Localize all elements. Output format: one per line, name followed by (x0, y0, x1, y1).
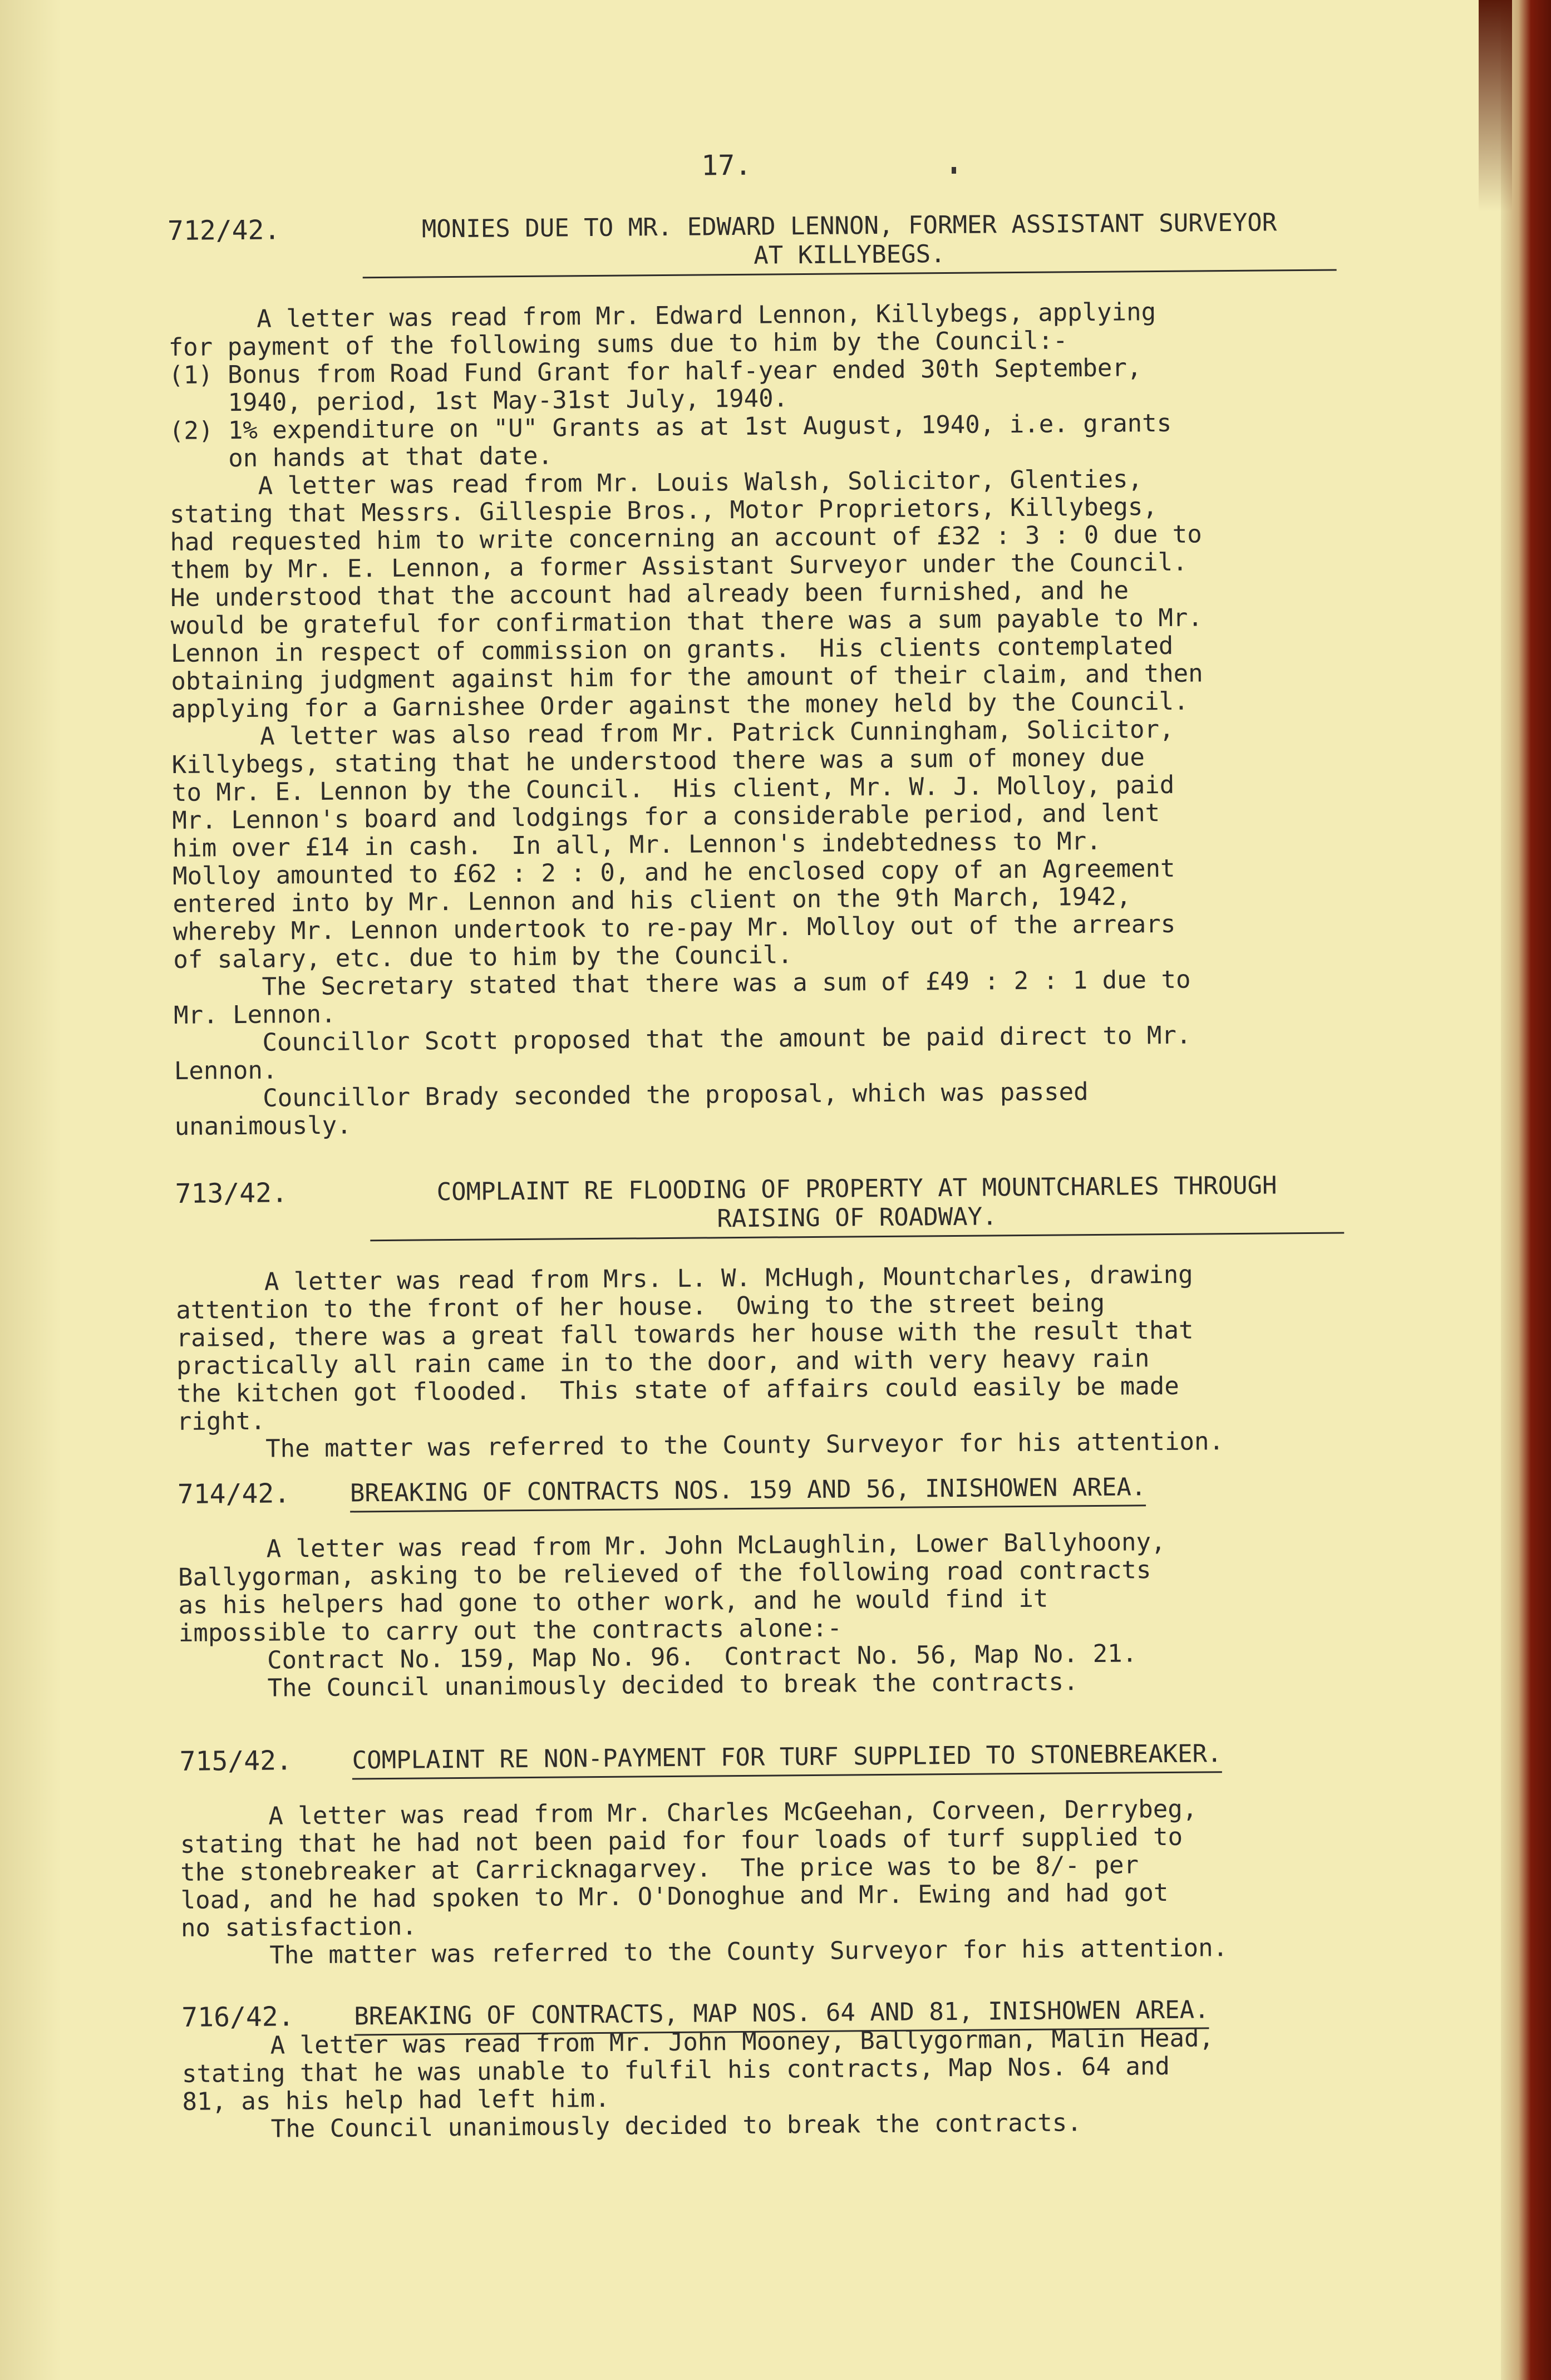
heading-line-1: MONIES DUE TO MR. EDWARD LENNON, FORMER ASSISTANT SURVEYOR (421, 208, 1277, 244)
minute-714 (177, 1471, 1368, 1703)
minute-715 (179, 1738, 1370, 1970)
minute-number: 715/42. (179, 1745, 293, 1777)
minute-number: 714/42. (177, 1478, 290, 1510)
minutes-content (167, 146, 1358, 2144)
heading-line-1: COMPLAINT RE FLOODING OF PROPERTY AT MOUNTCHARLES THROUGH (436, 1171, 1277, 1207)
minute-body: A letter was read from Mr. Charles McGeehan, Corveen, Derrybeg, stating that he had not been paid for four loads of turf supplied to the stonebreaker at Carricknagarvey. The price was to be 8/- per load, and he had spoken to Mr. O'Donoghue and Mr. Ewing and had got no satisfaction. The matter was referred to the County Surveyor for his attention. (180, 1794, 1228, 1970)
heading-line-1: BREAKING OF CONTRACTS NOS. 159 AND 56, INISHOWEN AREA. (350, 1473, 1146, 1512)
minute-number: 712/42. (167, 214, 280, 247)
minute-heading (362, 208, 1337, 279)
binding-gutter (0, 0, 61, 2380)
heading-line-2: RAISING OF ROADWAY. (370, 1199, 1344, 1241)
heading-line-1: BREAKING OF CONTRACTS, MAP NOS. 64 AND 81, INISHOWEN AREA. (354, 1995, 1209, 2035)
heading-line-2: AT KILLYBEGS. (362, 237, 1336, 279)
minute-heading (352, 1739, 1326, 1776)
heading-line-1: COMPLAINT RE NON-PAYMENT FOR TURF SUPPLIED TO STONEBREAKER. (352, 1739, 1222, 1779)
minute-713 (175, 1171, 1366, 1464)
minute-body: A letter was read from Mr. John Mooney, Ballygorman, Malin Head, stating that he was unable to fulfil his contracts, Map Nos. 64 and 81, as his help had left him. The Council unanimously decided to break the contracts. (181, 2024, 1214, 2144)
page-edge-binding (1501, 0, 1551, 2380)
minute-heading (350, 1472, 1324, 1508)
minute-712 (167, 208, 1358, 1141)
ink-mark (952, 167, 956, 174)
minute-body: A letter was read from Mrs. L. W. McHugh, Mountcharles, drawing attention to the front of her house. Owing to the street being raised, there was a great fall towards her house with the result that practically all rain came in to the door, and with very heavy rain the kitchen got flooded. This state of affairs could easily be made right. The matter was referred to the County Surveyor for his attention. (175, 1260, 1224, 1464)
minute-number: 716/42. (181, 2001, 294, 2033)
minute-number: 713/42. (175, 1177, 288, 1209)
minute-body: A letter was read from Mr. Edward Lennon, Killybegs, applying for payment of the following sums due to him by the Council:- (1) Bonus from Road Fund Grant for half-year ended 30th September, 1940, period, 1st May-31st July, 1940. (2) 1% expenditure on "U" Grants as at 1st August, 1940, i.e. grants on hands at that date. A letter was read from Mr. Louis Walsh, Solicitor, Glenties, stating that Messrs. Gillespie Bros., Motor Proprietors, Killybegs, had requested him to write concerning an account of £32 : 3 : 0 due to them by Mr. E. Lennon, a former Assistant Surveyor under the Council. He understood that the account had already been furnished, and he would be grateful for confirmation that there was a sum payable to Mr. Lennon in respect of commission on grants. His clients contemplated obtaining judgment against him for the amount of their claim, and then applying for a Garnishee Order against the money held by the Council. A letter was also read from Mr. Patrick Cunningham, Solicitor, Killybegs, stating that he understood there was a sum of money due to Mr. E. Lennon by the Council. His client, Mr. W. J. Molloy, paid Mr. Lennon's board and lodgings for a considerable period, and lent him over £14 in cash. In all, Mr. Lennon's indebtedness to Mr. Molloy amounted to £62 : 2 : 0, and he enclosed copy of an Agreement entered into by Mr. Lennon and his client on the 9th March, 1942, whereby Mr. Lennon undertook to re-pay Mr. Molloy out of the arrears of salary, etc. due to him by the Council. The Secretary stated that there was a sum of £49 : 2 : 1 due to Mr. Lennon. Councillor Scott proposed that the amount be paid direct to Mr. Lennon. Councillor Brady seconded the proposal, which was passed unanimously. (168, 298, 1203, 1141)
page-number: 17. (701, 149, 752, 182)
minute-body: A letter was read from Mr. John McLaughlin, Lower Ballyhoony, Ballygorman, asking to be relieved of the following road contracts as his helpers had gone to other work, and he would find it impossible to carry out the contracts alone:- Contract No. 159, Map No. 96. Contract No. 56, Map No. 21. The Council unanimously decided to break the contracts. (178, 1527, 1166, 1703)
minute-716 (181, 1994, 1372, 2144)
page-corner-shadow (1479, 0, 1512, 212)
minute-heading (370, 1171, 1344, 1241)
